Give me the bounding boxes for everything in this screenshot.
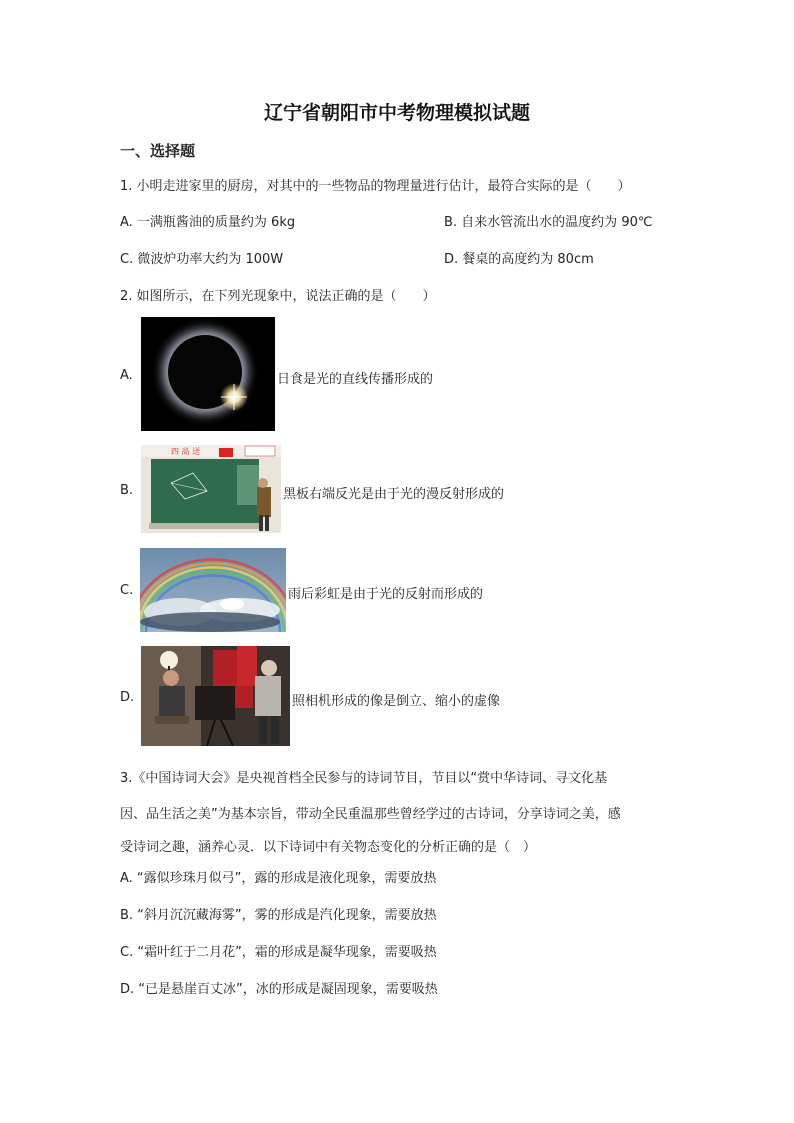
q1-option-c: C. 微波炉功率大约为 100W <box>120 252 284 267</box>
q3-stem-line-3: 受诗词之趣，涵养心灵．以下诗词中有关物态变化的分析正确的是（ ） <box>120 840 537 855</box>
q2-option-a-label: A. <box>120 368 133 383</box>
q2-option-c-text: 雨后彩虹是由于光的反射而形成的 <box>288 587 484 602</box>
q2-option-b-label: B. <box>120 483 134 498</box>
q2-stem: 2. 如图所示，在下列光现象中，说法正确的是（ ） <box>120 289 436 304</box>
q2-option-b-text: 黑板右端反光是由于光的漫反射形成的 <box>283 487 505 502</box>
camera-photo-image <box>141 646 290 746</box>
q3-option-b: B. “斜月沉沉藏海雾”，雾的形成是汽化现象，需要放热 <box>120 908 437 923</box>
q1-option-a: A. 一满瓶酱油的质量约为 6kg <box>120 215 296 230</box>
q2-option-a-text: 日食是光的直线传播形成的 <box>277 372 434 387</box>
rainbow-image <box>140 548 286 632</box>
q3-option-a: A. “露似珍珠月似弓”，露的形成是液化现象，需要放热 <box>120 871 437 886</box>
solar-eclipse-image <box>141 317 275 431</box>
section-heading: 一、选择题 <box>120 142 196 160</box>
chalkboard-image <box>141 445 281 533</box>
page-title: 辽宁省朝阳市中考物理模拟试题 <box>263 102 530 124</box>
q2-option-d-label: D. <box>120 690 135 705</box>
q3-stem-line-2: 因、品生活之美”为基本宗旨，带动全民重温那些曾经学过的古诗词，分享诗词之美，感 <box>120 807 621 822</box>
svg-text:四 高 送: 四 高 送 <box>171 447 201 456</box>
q1-stem: 1. 小明走进家里的厨房，对其中的一些物品的物理量进行估计，最符合实际的是（ ） <box>120 179 631 194</box>
q2-option-d-text: 照相机形成的像是倒立、缩小的虚像 <box>292 694 501 709</box>
q3-stem-line-1: 3.《中国诗词大会》是央视首档全民参与的诗词节目，节目以“赏中华诗词、寻文化基 <box>120 771 608 786</box>
q3-option-d: D. “已是悬崖百丈冰”，冰的形成是凝固现象，需要吸热 <box>120 982 438 997</box>
q1-option-b: B. 自来水管流出水的温度约为 90℃ <box>444 215 653 230</box>
q1-option-d: D. 餐桌的高度约为 80cm <box>444 252 594 267</box>
q2-option-c-label: C. <box>120 583 134 598</box>
q3-option-c: C. “霜叶红于二月花”，霜的形成是凝华现象，需要吸热 <box>120 945 437 960</box>
